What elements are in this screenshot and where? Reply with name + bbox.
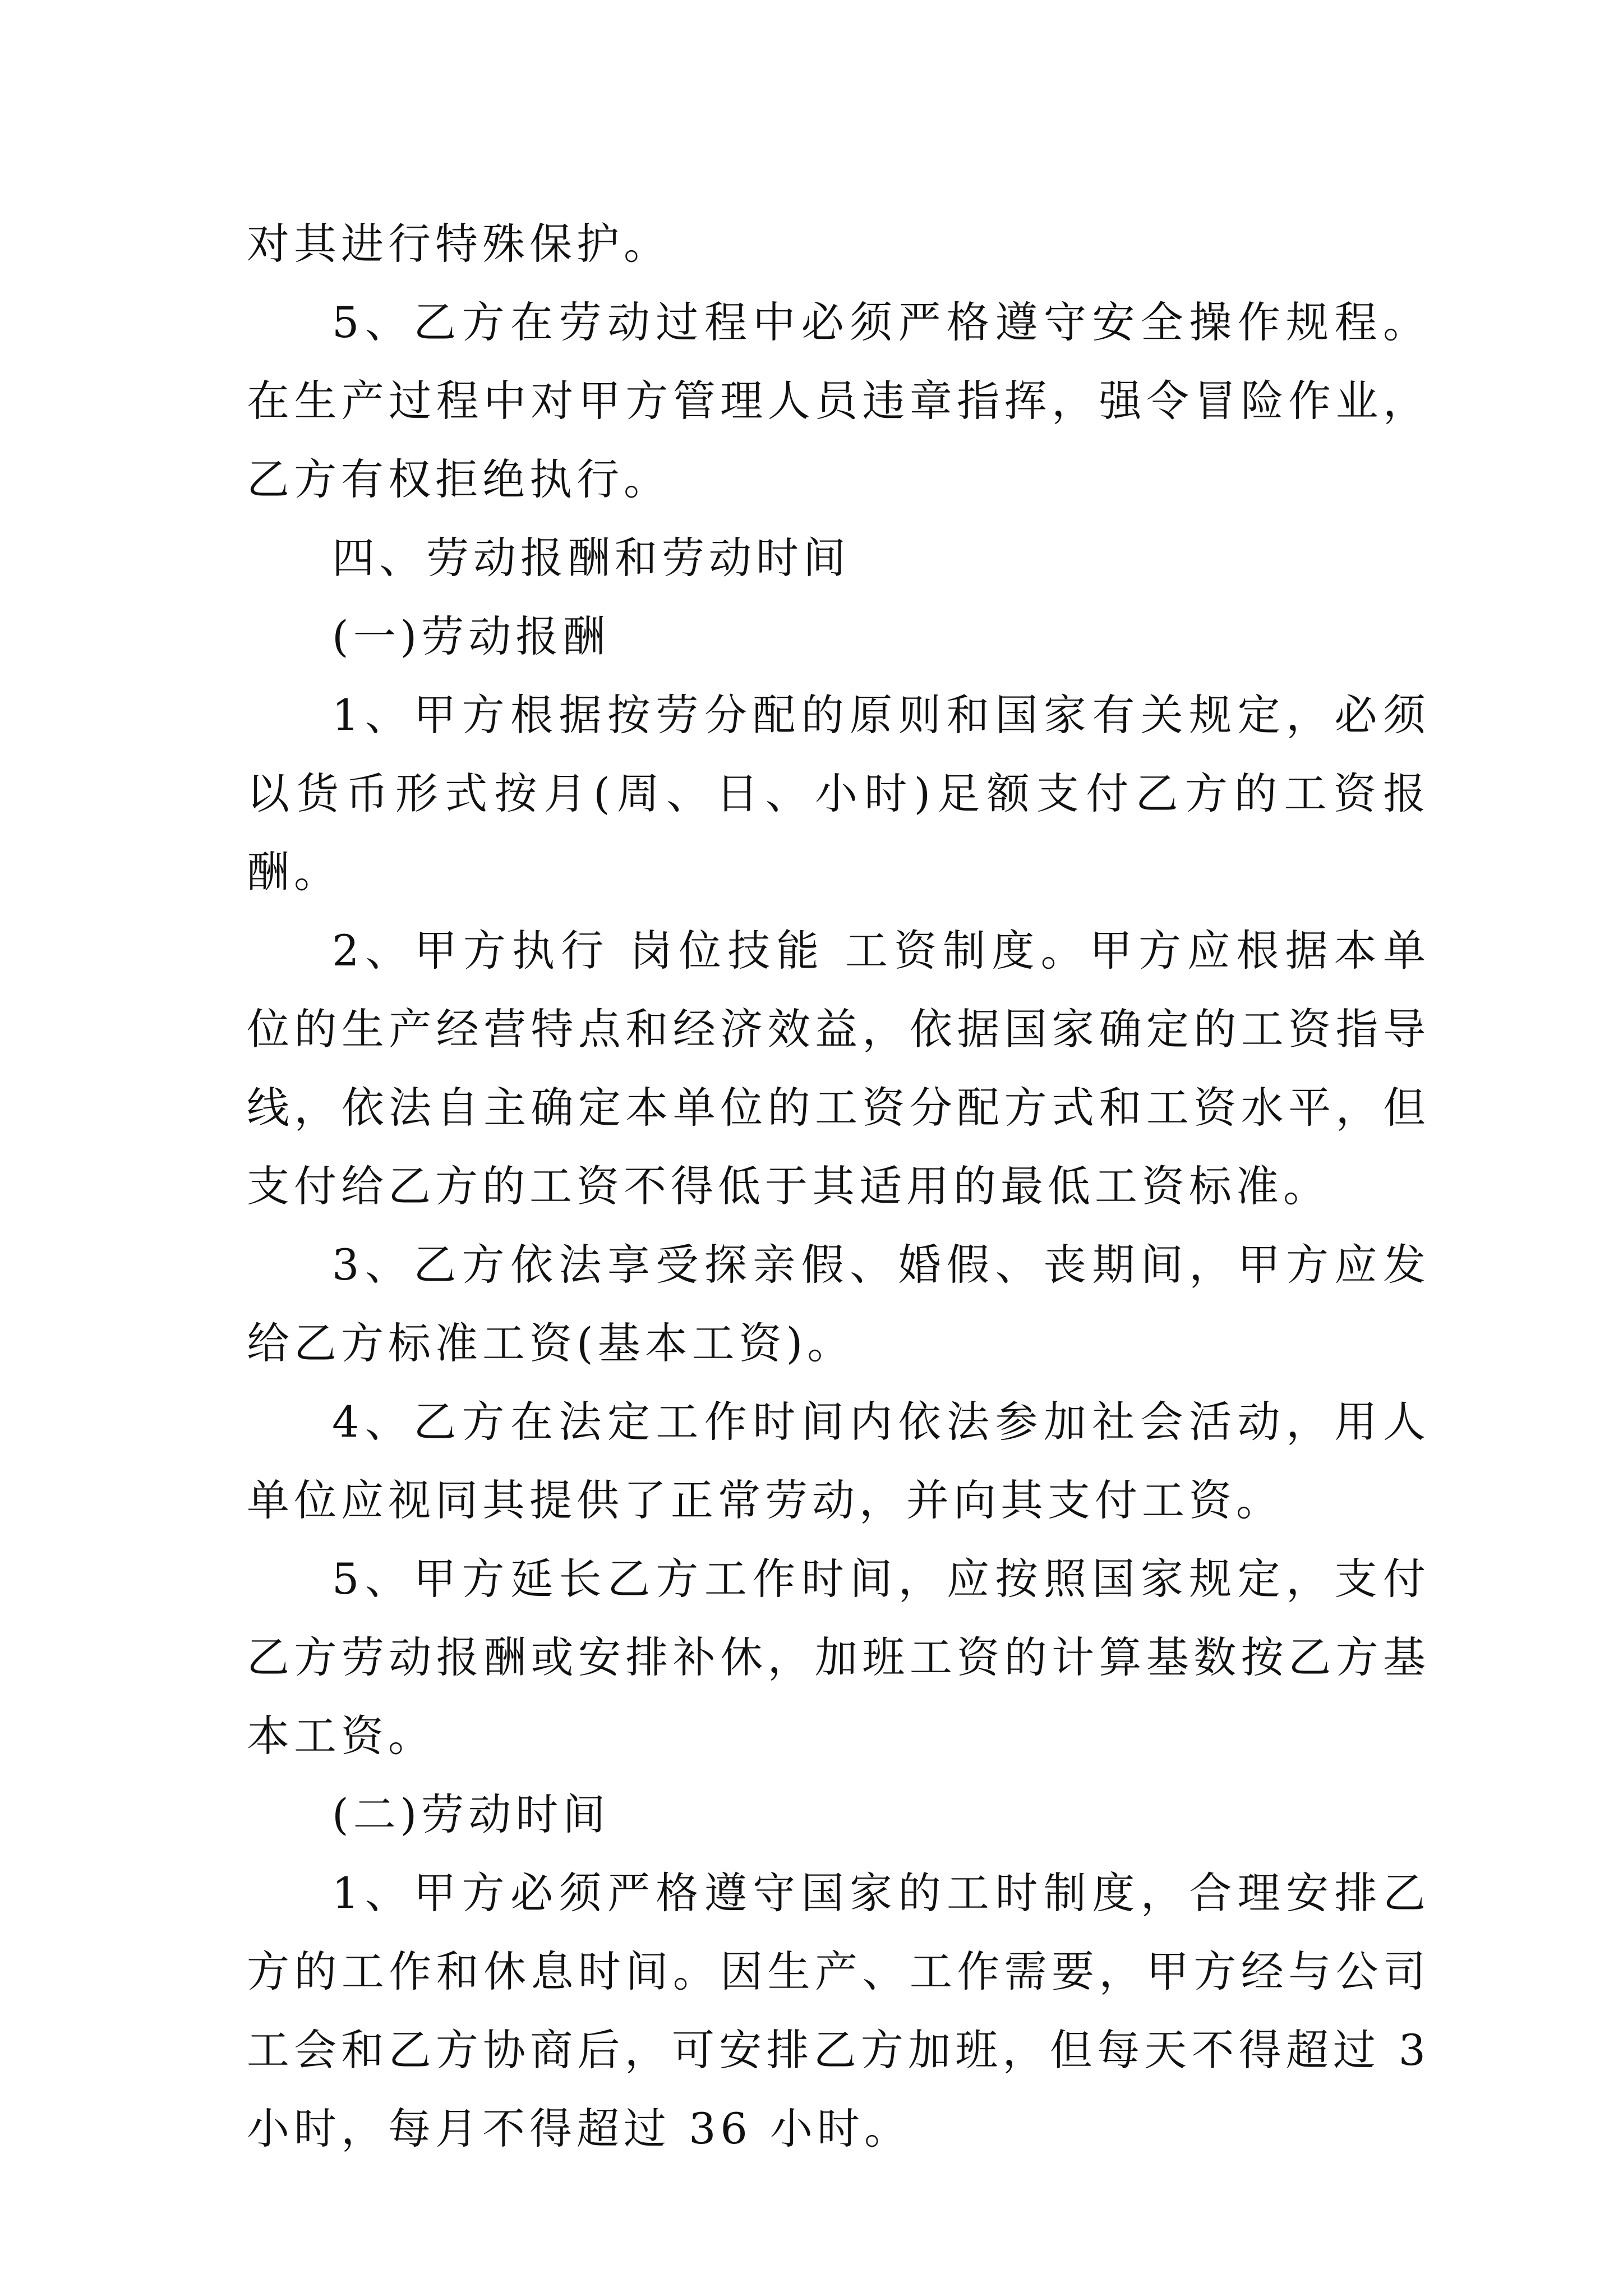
paragraph-item-5-safety: 5、乙方在劳动过程中必须严格遵守安全操作规程。在生产过程中对甲方管理人员违章指挥，强令冒险作业，乙方有权拒绝执行。 <box>247 297 1430 504</box>
paragraph-hours-1: 1、甲方必须严格遵守国家的工时制度，合理安排乙方的工作和休息时间。因生产、工作需要，甲方经与公司工会和乙方协商后，可安排乙方加班，但每天不得超过 3 小时，每月不得超过 36 小时。 <box>247 1868 1430 2154</box>
subsection-heading-2: (二)劳动时间 <box>332 1789 610 1839</box>
section-heading-4: 四、劳动报酬和劳动时间 <box>332 533 850 583</box>
paragraph-pay-4: 4、乙方在法定工作时间内依法参加社会活动，用人单位应视同其提供了正常劳动，并向其支付工资。 <box>247 1397 1430 1525</box>
paragraph-pay-3: 3、乙方依法享受探亲假、婚假、丧期间，甲方应发给乙方标准工资(基本工资)。 <box>247 1240 1430 1368</box>
paragraph-pay-2: 2、甲方执行 岗位技能 工资制度。甲方应根据本单位的生产经营特点和经济效益，依据国家确定的工资指导线，依法自主确定本单位的工资分配方式和工资水平，但支付给乙方的工资不得低于其适用的最低工资标准。 <box>247 926 1430 1211</box>
paragraph-continuation: 对其进行特殊保护。 <box>247 219 671 269</box>
paragraph-pay-5: 5、甲方延长乙方工作时间，应按照国家规定，支付乙方劳动报酬或安排补休，加班工资的计算基数按乙方基本工资。 <box>247 1554 1430 1761</box>
paragraph-pay-1: 1、甲方根据按劳分配的原则和国家有关规定，必须以货币形式按月(周、日、小时)足额支付乙方的工资报酬。 <box>247 690 1430 897</box>
document-body <box>247 205 1430 2168</box>
subsection-heading-1: (一)劳动报酬 <box>332 611 610 661</box>
